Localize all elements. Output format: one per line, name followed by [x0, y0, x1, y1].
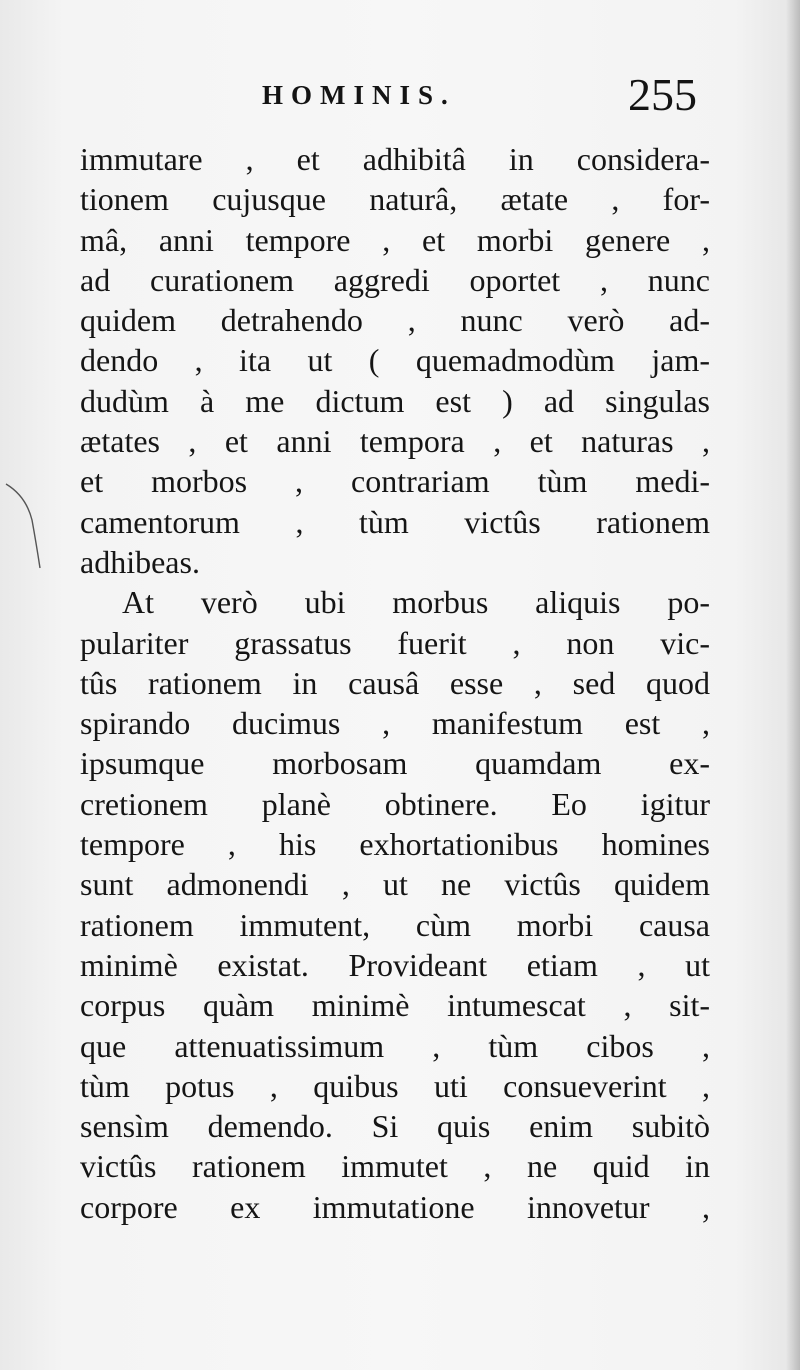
- text-line: tùm potus , quibus uti consueverint ,: [80, 1067, 710, 1104]
- text-line: victûs rationem immutet , ne quid in: [80, 1148, 710, 1185]
- text-line: et morbos , contrariam tùm medi-: [80, 463, 710, 500]
- text-line: ipsumque morbosam quamdam ex-: [80, 745, 710, 782]
- text-line: adhibeas.: [80, 543, 200, 580]
- text-line: tûs rationem in causâ esse , sed quod: [80, 664, 710, 701]
- text-line: camentorum , tùm victûs rationem: [80, 503, 710, 540]
- text-line: tionem cujusque naturâ, ætate , for-: [80, 181, 710, 218]
- text-line: sensìm demendo. Si quis enim subitò: [80, 1108, 710, 1145]
- text-line: dendo , ita ut ( quemadmodùm jam-: [80, 342, 710, 379]
- paragraph-start-line: At verò ubi morbus aliquis po-: [122, 584, 710, 621]
- margin-pencil-mark: [0, 472, 50, 572]
- page-edge-shadow: [786, 0, 800, 1370]
- body-text: [80, 139, 710, 1227]
- text-line: pulariter grassatus fuerit , non vic-: [80, 624, 710, 661]
- text-line: ad curationem aggredi oportet , nunc: [80, 261, 710, 298]
- text-line: ætates , et anni tempora , et naturas ,: [80, 423, 710, 460]
- text-line: mâ, anni tempore , et morbi genere ,: [80, 221, 710, 258]
- text-line: sunt admonendi , ut ne victûs quidem: [80, 866, 710, 903]
- running-title: HOMINIS.: [262, 80, 456, 110]
- text-line: minimè existat. Provideant etiam , ut: [80, 946, 710, 983]
- text-line: que attenuatissimum , tùm cibos ,: [80, 1027, 710, 1064]
- text-line: dudùm à me dictum est ) ad singulas: [80, 382, 710, 419]
- text-line: cretionem planè obtinere. Eo igitur: [80, 785, 710, 822]
- text-line: corpus quàm minimè intumescat , sit-: [80, 987, 710, 1024]
- page-number: 255: [628, 69, 697, 120]
- text-line: spirando ducimus , manifestum est ,: [80, 705, 710, 742]
- text-line: immutare , et adhibitâ in considera-: [80, 141, 710, 177]
- text-line: rationem immutent, cùm morbi causa: [80, 906, 710, 943]
- text-line: corpore ex immutatione innovetur ,: [80, 1188, 710, 1225]
- text-line: quidem detrahendo , nunc verò ad-: [80, 302, 710, 339]
- text-line: tempore , his exhortationibus homines: [80, 826, 710, 863]
